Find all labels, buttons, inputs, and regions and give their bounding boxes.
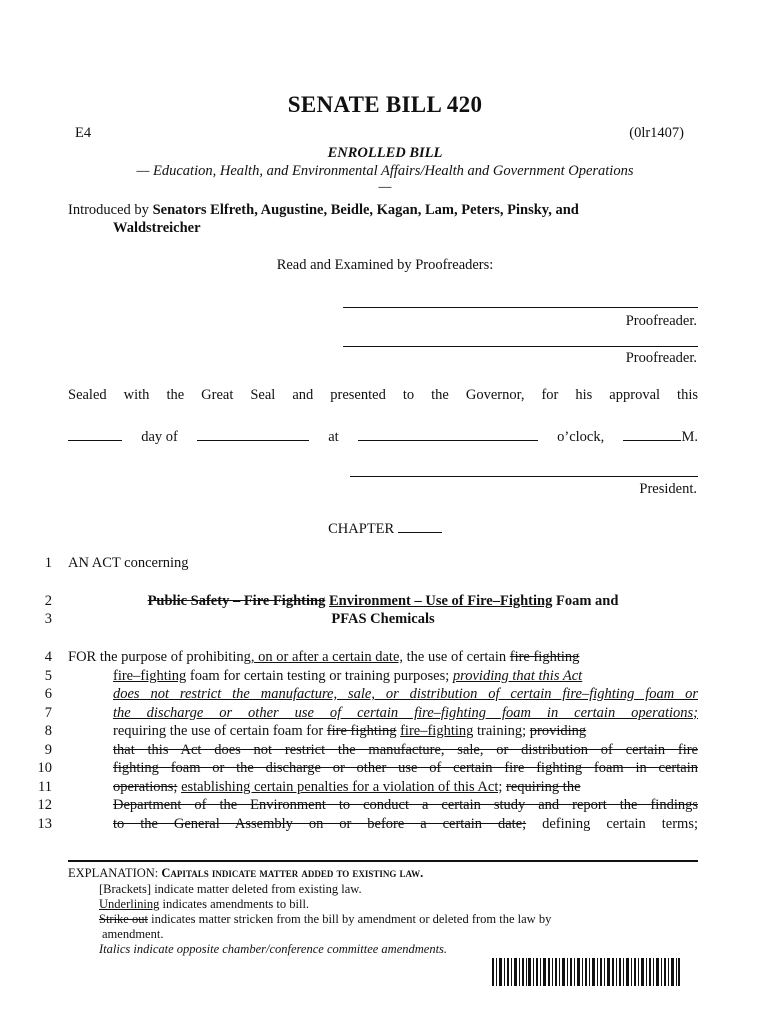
chapter-label: CHAPTER — [328, 521, 395, 537]
line-number: 11 — [38, 778, 52, 795]
bill-text: fighting foam or the discharge or other use of certain fire fighting foam in certain — [113, 760, 698, 776]
line-number: 13 — [37, 815, 52, 832]
bill-text: fire–fighting foam for certain testing or training purposes; providing that this Act — [113, 667, 583, 684]
president-label: President. — [639, 481, 697, 497]
line-number: 12 — [37, 797, 52, 813]
bill-line — [0, 593, 770, 612]
introduced-by — [68, 201, 698, 237]
explanation-brackets: [Brackets] indicate matter deleted from existing law. — [99, 882, 362, 896]
bill-line — [0, 779, 770, 798]
line-number: 6 — [44, 686, 52, 702]
chapter-line — [0, 518, 770, 538]
bill-line — [0, 668, 770, 687]
bill-text: the discharge or other use of certain fire–fighting foam in certain operations; — [113, 704, 698, 721]
bill-text: AN ACT concerning — [68, 555, 189, 571]
line-number: 10 — [37, 760, 52, 776]
introduced-by-label: Introduced by — [68, 202, 149, 218]
sponsors-continued: Waldstreicher — [113, 220, 201, 236]
bill-line — [0, 723, 770, 742]
chapter-blank — [398, 518, 442, 533]
ampm-blank — [623, 426, 681, 441]
enrolled-label: ENROLLED BILL — [327, 145, 443, 161]
bill-line — [0, 797, 770, 816]
bill-text: to the General Assembly on or before a certain date; defining certain terms; — [113, 815, 698, 832]
bill-line — [0, 760, 770, 779]
bill-line — [0, 705, 770, 724]
explanation-strike-continued: amendment. — [102, 927, 164, 941]
proofreader-label-1: Proofreader. — [625, 313, 697, 329]
month-blank — [197, 426, 309, 441]
oclock-label: o’clock, — [557, 429, 605, 445]
committee-dash: — — [378, 179, 392, 195]
line-number: 8 — [44, 723, 52, 739]
president-signature-line — [350, 476, 698, 477]
sponsors: Senators Elfreth, Augustine, Beidle, Kagan, Lam, Peters, Pinsky, and — [152, 202, 579, 218]
line-number: 5 — [44, 667, 52, 684]
time-blank — [358, 426, 538, 441]
bill-title-line: PFAS Chemicals — [331, 611, 435, 627]
proofreader-label-2: Proofreader. — [625, 350, 697, 366]
barcode-icon — [492, 958, 680, 986]
line-number: 2 — [44, 593, 52, 609]
bill-line — [0, 649, 770, 668]
line-number: 9 — [44, 741, 52, 758]
at-label: at — [328, 429, 339, 445]
committee-line: — Education, Health, and Environmental Affairs/Health and Government Operations — [136, 163, 634, 179]
proofreader-signature-line-1 — [343, 307, 698, 308]
line-number: 3 — [44, 611, 52, 627]
bill-title-line: Public Safety – Fire Fighting Environment – Use of Fire–Fighting Foam and — [147, 593, 619, 609]
date-time-row — [68, 426, 698, 446]
line-number: 1 — [44, 555, 52, 571]
bill-text: operations; establishing certain penalties for a violation of this Act; requiring the — [113, 778, 581, 795]
bill-title: SENATE BILL 420 — [287, 92, 483, 117]
explanation-divider — [68, 860, 698, 862]
day-blank — [68, 426, 122, 441]
bill-code: E4 — [75, 125, 92, 141]
bill-line — [0, 686, 770, 705]
sealed-statement: Sealed with the Great Seal and presented to the Governor, for his approval this — [68, 387, 698, 403]
bill-text: does not restrict the manufacture, sale, or distribution of certain fire–fighting foam or — [113, 686, 698, 702]
explanation-underlining: Underlining indicates amendments to bill. — [99, 897, 310, 911]
proofreaders-heading: Read and Examined by Proofreaders: — [276, 257, 494, 273]
explanation-strike: Strike out indicates matter stricken from the bill by amendment or deleted from the law by — [99, 912, 552, 926]
bill-text: requiring the use of certain foam for fire fighting fire–fighting training; providing — [113, 723, 587, 739]
line-number: 4 — [44, 649, 52, 665]
line-number: 7 — [44, 704, 52, 721]
bill-line — [0, 555, 770, 574]
bill-text: Department of the Environment to conduct a certain study and report the findings — [113, 797, 698, 813]
bill-line — [0, 611, 770, 630]
bill-text: that this Act does not restrict the manufacture, sale, or distribution of certain fire — [113, 741, 698, 758]
bill-line — [0, 742, 770, 761]
bill-file-number: (0lr1407) — [629, 125, 684, 141]
bill-text: FOR the purpose of prohibiting, on or after a certain date, the use of certain fire fighting — [68, 649, 580, 665]
day-of-label: day of — [141, 429, 178, 445]
explanation-caps: EXPLANATION: Capitals indicate matter added to existing law. — [68, 866, 424, 880]
explanation-italics: Italics indicate opposite chamber/conference committee amendments. — [99, 942, 448, 956]
bill-line — [0, 816, 770, 835]
proofreader-signature-line-2 — [343, 346, 698, 347]
m-label: M. — [681, 429, 698, 445]
